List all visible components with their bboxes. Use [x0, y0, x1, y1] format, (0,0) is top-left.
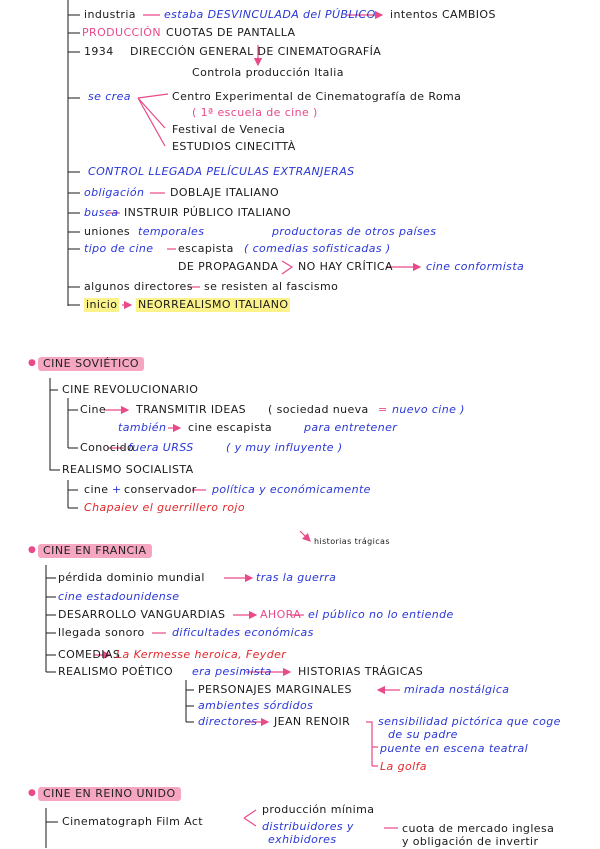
cuotas-label: CUOTAS DE PANTALLA — [166, 26, 296, 39]
control-label: CONTROL LLEGADA PELÍCULAS EXTRANJERAS — [88, 165, 355, 178]
obligacion-invertir-label: y obligación de invertir — [402, 835, 539, 848]
renoir-label: JEAN RENOIR — [274, 715, 351, 728]
no-critica-label: NO HAY CRÍTICA — [298, 260, 393, 273]
escapista-label: escapista — [178, 242, 234, 255]
anio-label: 1934 — [84, 45, 114, 58]
fr-directores-label: directores — [198, 715, 258, 728]
tambien-label: también — [118, 421, 167, 434]
revolucionario-label: CINE REVOLUCIONARIO — [62, 383, 199, 396]
no-entiende-label: el público no lo entiende — [308, 608, 454, 621]
distribuidores-label: distribuidores y — [262, 820, 354, 833]
pesimista-label: era pesimista — [192, 665, 272, 678]
sov-escapista-label: cine escapista — [188, 421, 273, 434]
propaganda-label: DE PROPAGANDA — [178, 260, 279, 273]
section-title-sovietico: CINE SOVIÉTICO — [38, 357, 144, 371]
fuera-label: fuera URSS — [128, 441, 194, 454]
dificultades-label: dificultades económicas — [172, 626, 314, 639]
productoras-label: productoras de otros países — [272, 225, 437, 238]
sociedad-label: ( sociedad nueva — [268, 403, 369, 416]
industria-desc: estaba DESVINCULADA del PÚBLICO — [164, 8, 376, 21]
resisten-label: se resisten al fascismo — [204, 280, 339, 293]
chapaiev-label: Chapaiev el guerrillero rojo — [84, 501, 245, 514]
sov-cine-label: Cine — [80, 403, 107, 416]
act-label: Cinematograph Film Act — [62, 815, 204, 828]
perdida-label: pérdida dominio mundial — [58, 571, 205, 584]
sensibilidad-label: sensibilidad pictórica que coge — [378, 715, 561, 728]
festival-label: Festival de Venecia — [172, 123, 286, 136]
centro-label: Centro Experimental de Cinematografía de Roma — [172, 90, 462, 103]
neorrealismo-label: NEORREALISMO ITALIANO — [138, 298, 289, 311]
vanguardias-label: DESARROLLO VANGUARDIAS — [58, 608, 226, 621]
conocido-label: Conocido — [80, 441, 135, 454]
padre-label: de su padre — [388, 728, 458, 741]
golfa-label: La golfa — [380, 760, 427, 773]
direccion-label: DIRECCIÓN GENERAL DE CINEMATOGRAFÍA — [130, 45, 382, 58]
nuevo-cine-label: nuevo cine ) — [392, 403, 465, 416]
doblaje-label: DOBLAJE ITALIANO — [170, 186, 280, 199]
temporales-label: temporales — [138, 225, 205, 238]
entretener-label: para entretener — [304, 421, 398, 434]
section-bullet: ● — [28, 358, 36, 368]
comedias-label: ( comedias sofisticadas ) — [244, 242, 391, 255]
fr-comedias-label: COMEDIAS — [58, 648, 121, 661]
cuota-label: cuota de mercado inglesa — [402, 822, 555, 835]
escuela-label: ( 1ª escuela de cine ) — [192, 106, 318, 119]
section-bullet: ● — [28, 788, 36, 798]
estudios-label: ESTUDIOS CINECITTÀ — [172, 140, 296, 153]
ahora-label: AHORA — [260, 608, 302, 621]
equals-sign: = — [378, 403, 388, 416]
tras-label: tras la guerra — [256, 571, 337, 584]
conformista-label: cine conformista — [426, 260, 525, 273]
minima-label: producción mínima — [262, 803, 375, 816]
industria-label: industria — [84, 8, 136, 21]
sov-cine-cons-label: cine — [84, 483, 109, 496]
ambientes-label: ambientes sórdidos — [198, 699, 314, 712]
produccion-label: PRODUCCIÓN — [82, 26, 161, 39]
obligacion-label: obligación — [84, 186, 145, 199]
se-crea-label: se crea — [88, 90, 131, 103]
section-bullet: ● — [28, 545, 36, 555]
politica-label: política y económicamente — [212, 483, 371, 496]
conservador-label: conservador — [124, 483, 197, 496]
inicio-label: inicio — [86, 298, 118, 311]
plus-sign: + — [112, 483, 122, 496]
instruir-label: INSTRUIR PÚBLICO ITALIANO — [124, 206, 292, 219]
realismo-poetico-label: REALISMO POÉTICO — [58, 665, 174, 678]
busca-label: busca — [84, 206, 119, 219]
estadounidense-label: cine estadounidense — [58, 590, 180, 603]
kermesse-label: La Kermesse heroica, Feyder — [116, 648, 287, 661]
realismo-socialista-label: REALISMO SOCIALISTA — [62, 463, 194, 476]
mirada-label: mirada nostálgica — [404, 683, 510, 696]
transmitir-label: TRANSMITIR IDEAS — [136, 403, 247, 416]
tragicas-label: HISTORIAS TRÁGICAS — [298, 665, 424, 678]
marginales-label: PERSONAJES MARGINALES — [198, 683, 352, 696]
section-title-francia: CINE EN FRANCIA — [38, 544, 152, 558]
controla-label: Controla producción Italia — [192, 66, 344, 79]
directores-label: algunos directores — [84, 280, 193, 293]
historias-note: historias trágicas — [314, 537, 390, 546]
puente-label: puente en escena teatral — [380, 742, 529, 755]
tipo-cine-label: tipo de cine — [84, 242, 154, 255]
uniones-label: uniones — [84, 225, 130, 238]
muy-label: ( y muy influyente ) — [226, 441, 343, 454]
sonoro-label: llegada sonoro — [58, 626, 145, 639]
exhibidores-label: exhibidores — [268, 833, 337, 846]
section-title-reino-unido: CINE EN REINO UNIDO — [38, 787, 181, 801]
intentos-label: intentos CAMBIOS — [390, 8, 496, 21]
